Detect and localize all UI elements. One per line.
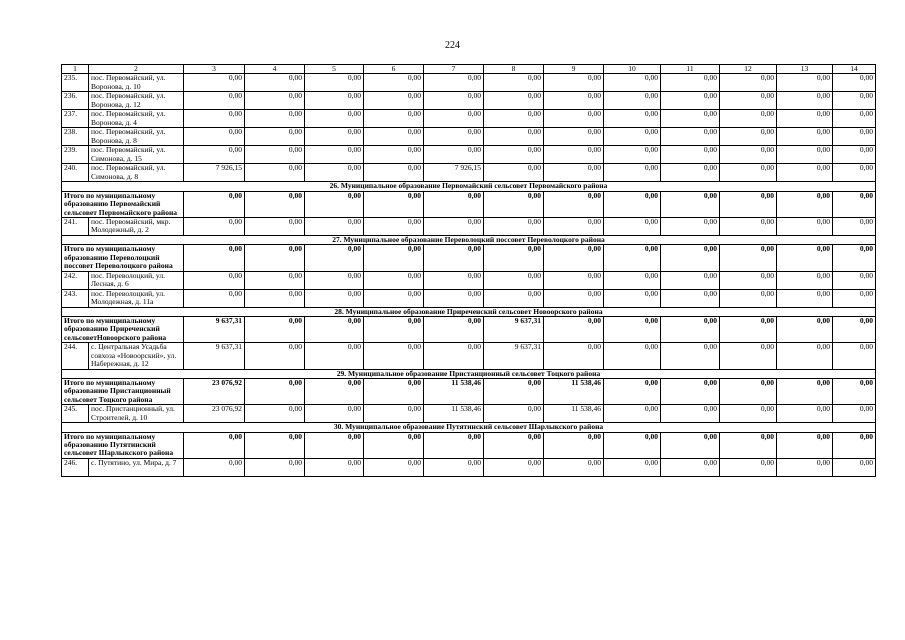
value-cell: 0,00	[424, 110, 484, 128]
table-row	[62, 146, 876, 164]
total-row	[62, 245, 876, 271]
value-cell: 0,00	[720, 191, 777, 217]
value-cell: 0,00	[661, 343, 720, 369]
value-cell: 0,00	[245, 432, 305, 458]
section-title: 27. Муниципальное образование Переволоцкий поссовет Переволоцкого района	[62, 236, 876, 245]
value-cell: 0,00	[661, 110, 720, 128]
row-number: 246.	[62, 458, 89, 476]
value-cell: 0,00	[364, 218, 424, 236]
value-cell: 0,00	[424, 432, 484, 458]
column-header: 3	[184, 65, 245, 74]
value-cell: 0,00	[544, 458, 604, 476]
value-cell: 0,00	[720, 317, 777, 343]
value-cell: 0,00	[305, 245, 364, 271]
value-cell: 0,00	[604, 458, 661, 476]
address-cell: пос. Переволоцкий, ул. Молодежная, д. 11а	[89, 289, 184, 307]
value-cell: 0,00	[720, 378, 777, 404]
value-cell: 0,00	[305, 317, 364, 343]
value-cell: 0,00	[604, 218, 661, 236]
value-cell: 0,00	[544, 191, 604, 217]
value-cell: 0,00	[833, 128, 876, 146]
value-cell: 0,00	[484, 271, 544, 289]
value-cell: 0,00	[661, 92, 720, 110]
value-cell: 0,00	[305, 289, 364, 307]
value-cell: 0,00	[484, 128, 544, 146]
value-cell: 11 538,46	[424, 405, 484, 423]
value-cell: 0,00	[305, 191, 364, 217]
value-cell: 0,00	[424, 289, 484, 307]
value-cell: 0,00	[544, 92, 604, 110]
value-cell: 0,00	[424, 458, 484, 476]
value-cell: 0,00	[833, 191, 876, 217]
table-row	[62, 74, 876, 92]
value-cell: 7 926,15	[184, 164, 245, 182]
table-row	[62, 405, 876, 423]
value-cell: 0,00	[833, 74, 876, 92]
value-cell: 0,00	[245, 378, 305, 404]
value-cell: 0,00	[604, 432, 661, 458]
value-cell: 0,00	[305, 405, 364, 423]
value-cell: 0,00	[544, 343, 604, 369]
value-cell: 0,00	[305, 128, 364, 146]
value-cell: 0,00	[833, 271, 876, 289]
value-cell: 0,00	[833, 317, 876, 343]
value-cell: 0,00	[544, 271, 604, 289]
value-cell: 0,00	[604, 343, 661, 369]
value-cell: 0,00	[184, 218, 245, 236]
value-cell: 0,00	[184, 146, 245, 164]
value-cell: 0,00	[720, 164, 777, 182]
table-body	[62, 65, 876, 477]
value-cell: 0,00	[661, 289, 720, 307]
column-header: 9	[544, 65, 604, 74]
row-number: 244.	[62, 343, 89, 369]
value-cell: 0,00	[484, 405, 544, 423]
value-cell: 0,00	[720, 289, 777, 307]
row-number: 238.	[62, 128, 89, 146]
value-cell: 7 926,15	[424, 164, 484, 182]
value-cell: 0,00	[661, 74, 720, 92]
value-cell: 0,00	[720, 146, 777, 164]
value-cell: 0,00	[424, 343, 484, 369]
value-cell: 0,00	[424, 128, 484, 146]
column-header: 13	[777, 65, 833, 74]
value-cell: 0,00	[364, 191, 424, 217]
value-cell: 0,00	[184, 74, 245, 92]
value-cell: 0,00	[604, 110, 661, 128]
value-cell: 0,00	[777, 405, 833, 423]
value-cell: 11 538,46	[424, 378, 484, 404]
value-cell: 0,00	[305, 271, 364, 289]
total-label: Итого по муниципальному образованию Первомайский сельсовет Первомайского района	[62, 191, 184, 217]
address-cell: пос. Первомайский, ул. Воронова, д. 12	[89, 92, 184, 110]
value-cell: 0,00	[484, 218, 544, 236]
value-cell: 0,00	[661, 245, 720, 271]
value-cell: 0,00	[833, 164, 876, 182]
value-cell: 0,00	[484, 110, 544, 128]
value-cell: 0,00	[305, 164, 364, 182]
value-cell: 0,00	[720, 92, 777, 110]
value-cell: 0,00	[364, 317, 424, 343]
value-cell: 0,00	[544, 110, 604, 128]
value-cell: 0,00	[364, 289, 424, 307]
value-cell: 0,00	[245, 146, 305, 164]
value-cell: 0,00	[484, 458, 544, 476]
value-cell: 0,00	[424, 74, 484, 92]
table-row	[62, 92, 876, 110]
value-cell: 0,00	[245, 271, 305, 289]
section-header-row	[62, 369, 876, 378]
value-cell: 0,00	[245, 405, 305, 423]
value-cell: 0,00	[777, 164, 833, 182]
table-row	[62, 164, 876, 182]
value-cell: 0,00	[777, 458, 833, 476]
value-cell: 0,00	[604, 405, 661, 423]
value-cell: 0,00	[833, 343, 876, 369]
value-cell: 0,00	[720, 405, 777, 423]
value-cell: 9 637,31	[484, 317, 544, 343]
address-cell: пос. Первомайский, ул. Симонова, д. 15	[89, 146, 184, 164]
section-title: 29. Муниципальное образование Пристанционный сельсовет Тоцкого района	[62, 369, 876, 378]
value-cell: 9 637,31	[184, 317, 245, 343]
value-cell: 0,00	[604, 317, 661, 343]
value-cell: 0,00	[720, 458, 777, 476]
value-cell: 0,00	[484, 146, 544, 164]
address-cell: с. Центральная Усадьба совхоза «Новоорский», ул. Набережная, д. 12	[89, 343, 184, 369]
value-cell: 0,00	[305, 432, 364, 458]
value-cell: 0,00	[661, 271, 720, 289]
section-title: 26. Муниципальное образование Первомайский сельсовет Первомайского района	[62, 182, 876, 191]
value-cell: 0,00	[661, 164, 720, 182]
value-cell: 0,00	[364, 378, 424, 404]
value-cell: 0,00	[424, 191, 484, 217]
value-cell: 0,00	[833, 405, 876, 423]
value-cell: 0,00	[720, 343, 777, 369]
table-row	[62, 458, 876, 476]
value-cell: 0,00	[424, 245, 484, 271]
value-cell: 0,00	[544, 245, 604, 271]
value-cell: 0,00	[245, 458, 305, 476]
value-cell: 0,00	[245, 92, 305, 110]
value-cell: 0,00	[184, 110, 245, 128]
value-cell: 0,00	[661, 218, 720, 236]
address-cell: пос. Первомайский, ул. Воронова, д. 8	[89, 128, 184, 146]
address-cell: пос. Первомайский, ул. Симонова, д. 8	[89, 164, 184, 182]
value-cell: 0,00	[245, 343, 305, 369]
row-number: 240.	[62, 164, 89, 182]
address-cell: пос. Переволоцкий, ул. Лесная, д. 6	[89, 271, 184, 289]
value-cell: 0,00	[245, 74, 305, 92]
value-cell: 0,00	[484, 92, 544, 110]
value-cell: 0,00	[720, 128, 777, 146]
section-title: 28. Муниципальное образование Приреченский сельсовет Новоорского района	[62, 307, 876, 316]
value-cell: 0,00	[484, 432, 544, 458]
value-cell: 0,00	[364, 432, 424, 458]
value-cell: 0,00	[184, 271, 245, 289]
column-header: 12	[720, 65, 777, 74]
value-cell: 0,00	[245, 164, 305, 182]
value-cell: 9 637,31	[184, 343, 245, 369]
column-header: 14	[833, 65, 876, 74]
value-cell: 0,00	[364, 128, 424, 146]
value-cell: 0,00	[720, 245, 777, 271]
value-cell: 0,00	[364, 271, 424, 289]
value-cell: 0,00	[777, 146, 833, 164]
address-cell: пос. Первомайский, ул. Воронова, д. 4	[89, 110, 184, 128]
address-cell: пос. Первомайский, ул. Воронова, д. 10	[89, 74, 184, 92]
value-cell: 0,00	[184, 245, 245, 271]
value-cell: 0,00	[604, 128, 661, 146]
value-cell: 0,00	[364, 110, 424, 128]
value-cell: 0,00	[424, 92, 484, 110]
value-cell: 0,00	[777, 378, 833, 404]
row-number: 245.	[62, 405, 89, 423]
value-cell: 0,00	[777, 432, 833, 458]
section-header-row	[62, 307, 876, 316]
value-cell: 0,00	[305, 74, 364, 92]
value-cell: 0,00	[484, 191, 544, 217]
value-cell: 0,00	[833, 458, 876, 476]
value-cell: 0,00	[833, 432, 876, 458]
column-header: 4	[245, 65, 305, 74]
row-number: 241.	[62, 218, 89, 236]
value-cell: 0,00	[184, 128, 245, 146]
value-cell: 0,00	[604, 271, 661, 289]
header-row	[62, 65, 876, 74]
page-number: 224	[445, 40, 460, 51]
column-header: 8	[484, 65, 544, 74]
value-cell: 0,00	[424, 146, 484, 164]
value-cell: 0,00	[777, 343, 833, 369]
total-row	[62, 317, 876, 343]
value-cell: 0,00	[604, 191, 661, 217]
value-cell: 0,00	[661, 378, 720, 404]
value-cell: 0,00	[661, 405, 720, 423]
table-row	[62, 110, 876, 128]
row-number: 237.	[62, 110, 89, 128]
table-row	[62, 271, 876, 289]
address-cell: с. Путятино, ул. Мира, д. 7	[89, 458, 184, 476]
value-cell: 0,00	[604, 245, 661, 271]
value-cell: 11 538,46	[544, 405, 604, 423]
value-cell: 0,00	[833, 245, 876, 271]
value-cell: 0,00	[364, 343, 424, 369]
value-cell: 0,00	[305, 110, 364, 128]
value-cell: 0,00	[364, 164, 424, 182]
value-cell: 0,00	[661, 317, 720, 343]
value-cell: 0,00	[833, 289, 876, 307]
value-cell: 0,00	[544, 164, 604, 182]
value-cell: 0,00	[604, 378, 661, 404]
value-cell: 0,00	[544, 218, 604, 236]
value-cell: 0,00	[544, 128, 604, 146]
value-cell: 0,00	[305, 146, 364, 164]
value-cell: 0,00	[777, 317, 833, 343]
value-cell: 0,00	[184, 92, 245, 110]
value-cell: 0,00	[364, 458, 424, 476]
value-cell: 0,00	[777, 191, 833, 217]
total-label: Итого по муниципальному образованию Пристанционный сельсовет Тоцкого района	[62, 378, 184, 404]
value-cell: 0,00	[305, 92, 364, 110]
table-row	[62, 128, 876, 146]
value-cell: 0,00	[833, 378, 876, 404]
value-cell: 0,00	[484, 289, 544, 307]
total-row	[62, 191, 876, 217]
data-table	[61, 64, 876, 477]
value-cell: 0,00	[424, 317, 484, 343]
value-cell: 0,00	[661, 128, 720, 146]
value-cell: 0,00	[364, 405, 424, 423]
value-cell: 0,00	[777, 271, 833, 289]
value-cell: 0,00	[720, 432, 777, 458]
value-cell: 9 637,31	[484, 343, 544, 369]
column-header: 1	[62, 65, 89, 74]
value-cell: 0,00	[245, 128, 305, 146]
value-cell: 0,00	[245, 245, 305, 271]
column-header: 10	[604, 65, 661, 74]
value-cell: 0,00	[604, 74, 661, 92]
value-cell: 0,00	[364, 146, 424, 164]
total-label: Итого по муниципальному образованию Переволоцкий поссовет Переволоцкого района	[62, 245, 184, 271]
value-cell: 0,00	[661, 458, 720, 476]
value-cell: 0,00	[544, 317, 604, 343]
value-cell: 0,00	[777, 92, 833, 110]
section-title: 30. Муниципальное образование Путятинский сельсовет Шарлыкского района	[62, 423, 876, 432]
value-cell: 23 076,92	[184, 405, 245, 423]
value-cell: 0,00	[484, 74, 544, 92]
row-number: 242.	[62, 271, 89, 289]
value-cell: 0,00	[305, 458, 364, 476]
value-cell: 0,00	[484, 378, 544, 404]
column-header: 5	[305, 65, 364, 74]
value-cell: 0,00	[184, 432, 245, 458]
column-header: 2	[89, 65, 184, 74]
value-cell: 0,00	[833, 110, 876, 128]
value-cell: 0,00	[604, 92, 661, 110]
value-cell: 0,00	[245, 317, 305, 343]
table-row	[62, 218, 876, 236]
value-cell: 0,00	[833, 92, 876, 110]
row-number: 235.	[62, 74, 89, 92]
value-cell: 0,00	[777, 289, 833, 307]
value-cell: 0,00	[661, 432, 720, 458]
value-cell: 0,00	[777, 110, 833, 128]
value-cell: 0,00	[305, 378, 364, 404]
value-cell: 0,00	[424, 271, 484, 289]
value-cell: 0,00	[484, 245, 544, 271]
value-cell: 0,00	[245, 289, 305, 307]
value-cell: 0,00	[245, 191, 305, 217]
column-header: 7	[424, 65, 484, 74]
row-number: 239.	[62, 146, 89, 164]
value-cell: 0,00	[245, 110, 305, 128]
value-cell: 0,00	[777, 128, 833, 146]
row-number: 243.	[62, 289, 89, 307]
value-cell: 0,00	[544, 432, 604, 458]
value-cell: 0,00	[544, 146, 604, 164]
row-number: 236.	[62, 92, 89, 110]
address-cell: пос. Первомайский, мкр. Молодежный, д. 2	[89, 218, 184, 236]
table-row	[62, 289, 876, 307]
value-cell: 0,00	[364, 74, 424, 92]
table-row	[62, 343, 876, 369]
value-cell: 0,00	[720, 271, 777, 289]
section-header-row	[62, 423, 876, 432]
total-row	[62, 378, 876, 404]
value-cell: 0,00	[720, 218, 777, 236]
value-cell: 0,00	[833, 218, 876, 236]
value-cell: 0,00	[777, 218, 833, 236]
value-cell: 0,00	[184, 458, 245, 476]
section-header-row	[62, 236, 876, 245]
value-cell: 0,00	[661, 146, 720, 164]
total-label: Итого по муниципальному образованию Путятинский сельсовет Шарлыкского района	[62, 432, 184, 458]
value-cell: 0,00	[720, 74, 777, 92]
value-cell: 0,00	[424, 218, 484, 236]
value-cell: 0,00	[604, 289, 661, 307]
value-cell: 0,00	[184, 289, 245, 307]
value-cell: 0,00	[661, 191, 720, 217]
column-header: 11	[661, 65, 720, 74]
value-cell: 23 076,92	[184, 378, 245, 404]
value-cell: 0,00	[720, 110, 777, 128]
value-cell: 0,00	[777, 74, 833, 92]
value-cell: 0,00	[305, 343, 364, 369]
value-cell: 0,00	[777, 245, 833, 271]
value-cell: 0,00	[364, 245, 424, 271]
value-cell: 0,00	[245, 218, 305, 236]
value-cell: 0,00	[833, 146, 876, 164]
value-cell: 0,00	[604, 164, 661, 182]
total-label: Итого по муниципальному образованию Приреченский сельсоветНовоорского района	[62, 317, 184, 343]
value-cell: 0,00	[184, 191, 245, 217]
value-cell: 0,00	[364, 92, 424, 110]
value-cell: 0,00	[544, 74, 604, 92]
value-cell: 11 538,46	[544, 378, 604, 404]
total-row	[62, 432, 876, 458]
value-cell: 0,00	[544, 289, 604, 307]
value-cell: 0,00	[484, 164, 544, 182]
section-header-row	[62, 182, 876, 191]
value-cell: 0,00	[305, 218, 364, 236]
value-cell: 0,00	[604, 146, 661, 164]
column-header: 6	[364, 65, 424, 74]
address-cell: пос. Пристанционный, ул. Строителей, д. 10	[89, 405, 184, 423]
